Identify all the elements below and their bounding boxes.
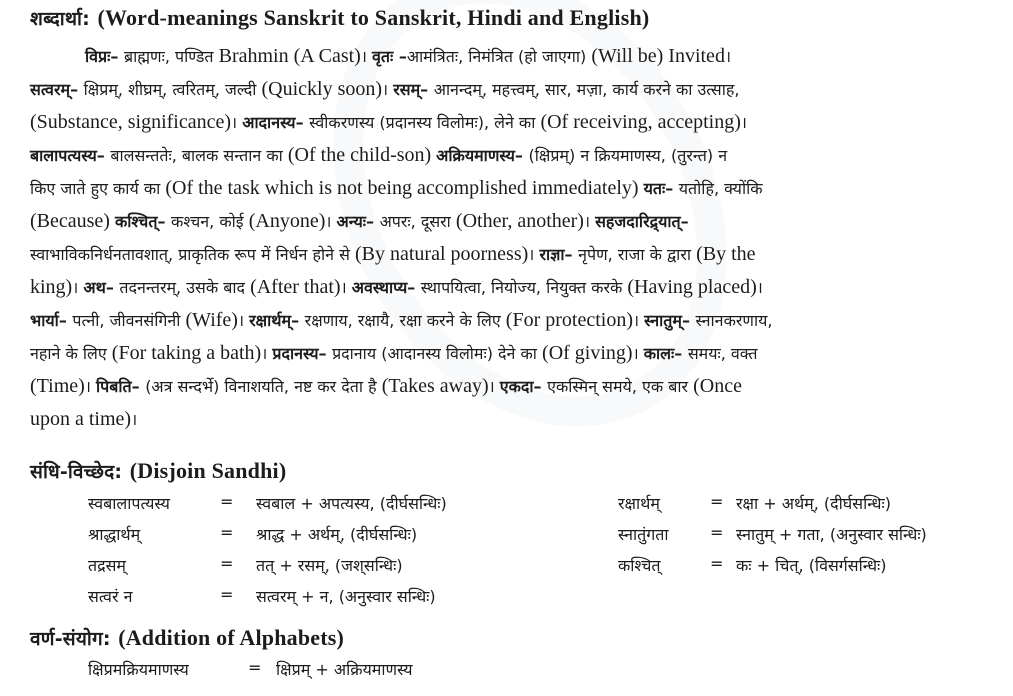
- glossary-term: बालापत्यस्य–: [30, 146, 111, 165]
- glossary-term: कश्चित्–: [114, 212, 172, 231]
- hindi-text: स्वाभाविकनिर्धनतावशात्, प्राकृतिक रूप में निर्धन होने से: [30, 245, 355, 264]
- equals-sign: =: [220, 585, 234, 604]
- sandhi-word: तद्रसम्: [88, 556, 127, 575]
- english-text: (Of the child-son): [287, 144, 437, 166]
- english-text: (Because): [30, 210, 115, 232]
- sandhi-word: क्षिप्रमक्रियमाणस्य: [88, 660, 189, 679]
- hindi-text: ।: [528, 245, 540, 264]
- text-line: [30, 304, 1005, 337]
- hindi-text: ।: [325, 212, 337, 231]
- text-line: [30, 271, 1005, 304]
- hindi-text: ।: [756, 278, 763, 297]
- equals-sign: =: [220, 492, 234, 511]
- hindi-text: ।: [84, 377, 96, 396]
- english-text: (Once: [693, 375, 742, 397]
- glossary-term: भार्या–: [30, 311, 73, 330]
- hindi-text: ।: [382, 80, 394, 99]
- hindi-text: ।: [131, 410, 138, 429]
- english-text: (For protection): [505, 309, 633, 331]
- hindi-text: क्षिप्रम्, शीघ्रम्, त्वरितम्, जल्दी: [83, 80, 262, 99]
- hindi-text: प्रदानाय (आदानस्य विलोमः) देने का: [332, 344, 543, 363]
- heading-hindi: वर्ण-संयोग:: [30, 628, 111, 650]
- hindi-text: स्थापयित्वा, नियोज्य, नियुक्त करके: [420, 278, 628, 297]
- heading-hindi: शब्दार्था:: [30, 8, 90, 30]
- english-text: (For taking a bath): [111, 342, 262, 364]
- sandhi-word: सत्वरं न: [88, 587, 133, 606]
- hindi-text: ।: [632, 311, 645, 330]
- equals-sign: =: [710, 492, 724, 511]
- english-text: (Anyone): [248, 210, 326, 232]
- english-text: (By the: [696, 243, 756, 265]
- hindi-text: नहाने के लिए: [30, 344, 112, 363]
- english-text: (Takes away): [381, 375, 489, 397]
- text-line: [30, 139, 1005, 172]
- text-line: [30, 205, 1005, 238]
- hindi-text: (अत्र सन्दर्भे) विनाशयति, नष्ट कर देता है: [145, 377, 382, 396]
- hindi-text: तदनन्तरम्, उसके बाद: [119, 278, 251, 297]
- hindi-text: समयः, वक्त: [687, 344, 758, 363]
- english-text: (Time): [30, 375, 85, 397]
- hindi-text: बालसन्ततेः, बालक सन्तान का: [110, 146, 288, 165]
- text-line: [30, 106, 1005, 139]
- english-text: (Substance, significance): [30, 111, 232, 133]
- text-line: [30, 403, 1005, 436]
- equals-sign: =: [220, 523, 234, 542]
- glossary-term: रसम्–: [393, 80, 434, 99]
- glossary-term: प्रदानस्य–: [272, 344, 333, 363]
- hindi-text: ।: [340, 278, 352, 297]
- text-line: [30, 370, 1005, 403]
- hindi-text: ।: [632, 344, 644, 363]
- heading-english: (Word-meanings Sanskrit to Sanskrit, Hindi and English): [97, 5, 650, 30]
- english-text: king): [30, 276, 73, 298]
- text-line: [30, 40, 1005, 73]
- english-text: Brahmin (A Cast): [218, 45, 361, 67]
- english-text: (Wife): [185, 309, 238, 331]
- sandhi-split: सत्वरम् + न, (अनुस्वार सन्धिः): [256, 587, 436, 606]
- equals-sign: =: [248, 658, 262, 677]
- text-line: [30, 73, 1005, 106]
- hindi-text: ।: [360, 47, 372, 66]
- hindi-text: अपरः, दूसरा: [379, 212, 456, 231]
- english-text: (By natural poorness): [354, 243, 529, 265]
- hindi-text: नृपेण, राजा के द्वारा: [578, 245, 697, 264]
- hindi-text: ।: [740, 113, 747, 132]
- sandhi-split: स्वबाल + अपत्यस्य, (दीर्घसन्धिः): [256, 494, 447, 513]
- sandhi-split: रक्षा + अर्थम्, (दीर्घसन्धिः): [736, 494, 891, 513]
- glossary-term: अवस्थाप्य–: [351, 278, 421, 297]
- hindi-text: ।: [231, 113, 243, 132]
- english-text: (Other, another): [455, 210, 584, 232]
- glossary-term: सत्वरम्–: [30, 80, 84, 99]
- hindi-text: ।: [724, 47, 732, 66]
- glossary-term: रक्षार्थम्–: [249, 311, 305, 330]
- english-text: (Of receiving, accepting): [540, 111, 741, 133]
- glossary-term: अन्यः–: [336, 212, 380, 231]
- word-meanings-paragraph: [30, 40, 1005, 436]
- english-text: upon a time): [30, 408, 132, 430]
- hindi-text: (क्षिप्रम्) न क्रियमाणस्य, (तुरन्त) न: [528, 146, 728, 165]
- addition-alphabets-heading: [30, 625, 344, 651]
- word-meanings-heading: [30, 5, 649, 31]
- english-text: (Will be) Invited: [591, 45, 725, 67]
- glossary-term: सहजदारिद्र्यात्–: [595, 212, 689, 231]
- glossary-term: एकदा–: [499, 377, 548, 396]
- hindi-text: स्वीकरणस्य (प्रदानस्य विलोमः), लेने का: [309, 113, 541, 132]
- sandhi-word: रक्षार्थम्: [618, 494, 660, 513]
- equals-sign: =: [710, 523, 724, 542]
- english-text: (Of the task which is not being accomplished immediately): [165, 177, 644, 199]
- hindi-text: कश्चन, कोई: [171, 212, 249, 231]
- english-text: (After that): [250, 276, 341, 298]
- hindi-text: आमंत्रितः, निमंत्रित (हो जाएगा): [406, 47, 592, 66]
- glossary-term: पिबति–: [95, 377, 146, 396]
- sandhi-word: स्नातुंगता: [618, 525, 669, 544]
- glossary-term: आदानस्य–: [242, 113, 310, 132]
- glossary-term: यतः–: [643, 179, 679, 198]
- hindi-text: यतोहि, क्योंकि: [678, 179, 763, 198]
- sandhi-split: कः + चित्, (विसर्गसन्धिः): [736, 556, 887, 575]
- sandhi-split: क्षिप्रम् + अक्रियमाणस्य: [276, 660, 413, 679]
- disjoin-sandhi-heading: [30, 458, 286, 484]
- heading-hindi: संधि-विच्छेद:: [30, 461, 123, 483]
- text-line: [30, 172, 1005, 205]
- hindi-text: रक्षणाय, रक्षायै, रक्षा करने के लिए: [304, 311, 506, 330]
- glossary-term: अथ–: [83, 278, 120, 297]
- glossary-term: वृतः –: [372, 47, 407, 66]
- sandhi-split: श्राद्ध + अर्थम्, (दीर्घसन्धिः): [256, 525, 418, 544]
- hindi-text: ।: [583, 212, 596, 231]
- hindi-text: एकस्मिन् समये, एक बार: [547, 377, 694, 396]
- hindi-text: आनन्दम्, महत्त्वम्, सार, मज़ा, कार्य करने का उत्साह,: [433, 80, 740, 99]
- glossary-term: कालः–: [643, 344, 688, 363]
- equals-sign: =: [710, 554, 724, 573]
- heading-english: (Disjoin Sandhi): [129, 458, 287, 483]
- english-text: (Having placed): [627, 276, 757, 298]
- english-text: (Quickly soon): [261, 78, 383, 100]
- text-line: [30, 337, 1005, 370]
- sandhi-word: स्वबालापत्यस्य: [88, 494, 170, 513]
- english-text: (Of giving): [542, 342, 633, 364]
- equals-sign: =: [220, 554, 234, 573]
- glossary-term: अक्रियमाणस्य–: [436, 146, 529, 165]
- text-line: [30, 238, 1005, 271]
- hindi-text: ।: [237, 311, 250, 330]
- heading-english: (Addition of Alphabets): [118, 625, 345, 650]
- hindi-text: ।: [488, 377, 500, 396]
- sandhi-word: कश्चित्: [618, 556, 661, 575]
- glossary-term: राज्ञा–: [539, 245, 579, 264]
- hindi-text: स्नानकरणाय,: [695, 311, 773, 330]
- hindi-text: पत्नी, जीवनसंगिनी: [72, 311, 186, 330]
- glossary-term: स्नातुम्–: [644, 311, 696, 330]
- glossary-term: विप्रः–: [85, 47, 124, 66]
- hindi-text: किए जाते हुए कार्य का: [30, 179, 166, 198]
- sandhi-split: स्नातुम् + गता, (अनुस्वार सन्धिः): [736, 525, 927, 544]
- hindi-text: ।: [261, 344, 273, 363]
- hindi-text: ।: [72, 278, 84, 297]
- sandhi-word: श्राद्धार्थम्: [88, 525, 141, 544]
- hindi-text: ब्राह्मणः, पण्डित: [123, 47, 219, 66]
- sandhi-split: तत् + रसम्, (जश्‌सन्धिः): [256, 556, 403, 575]
